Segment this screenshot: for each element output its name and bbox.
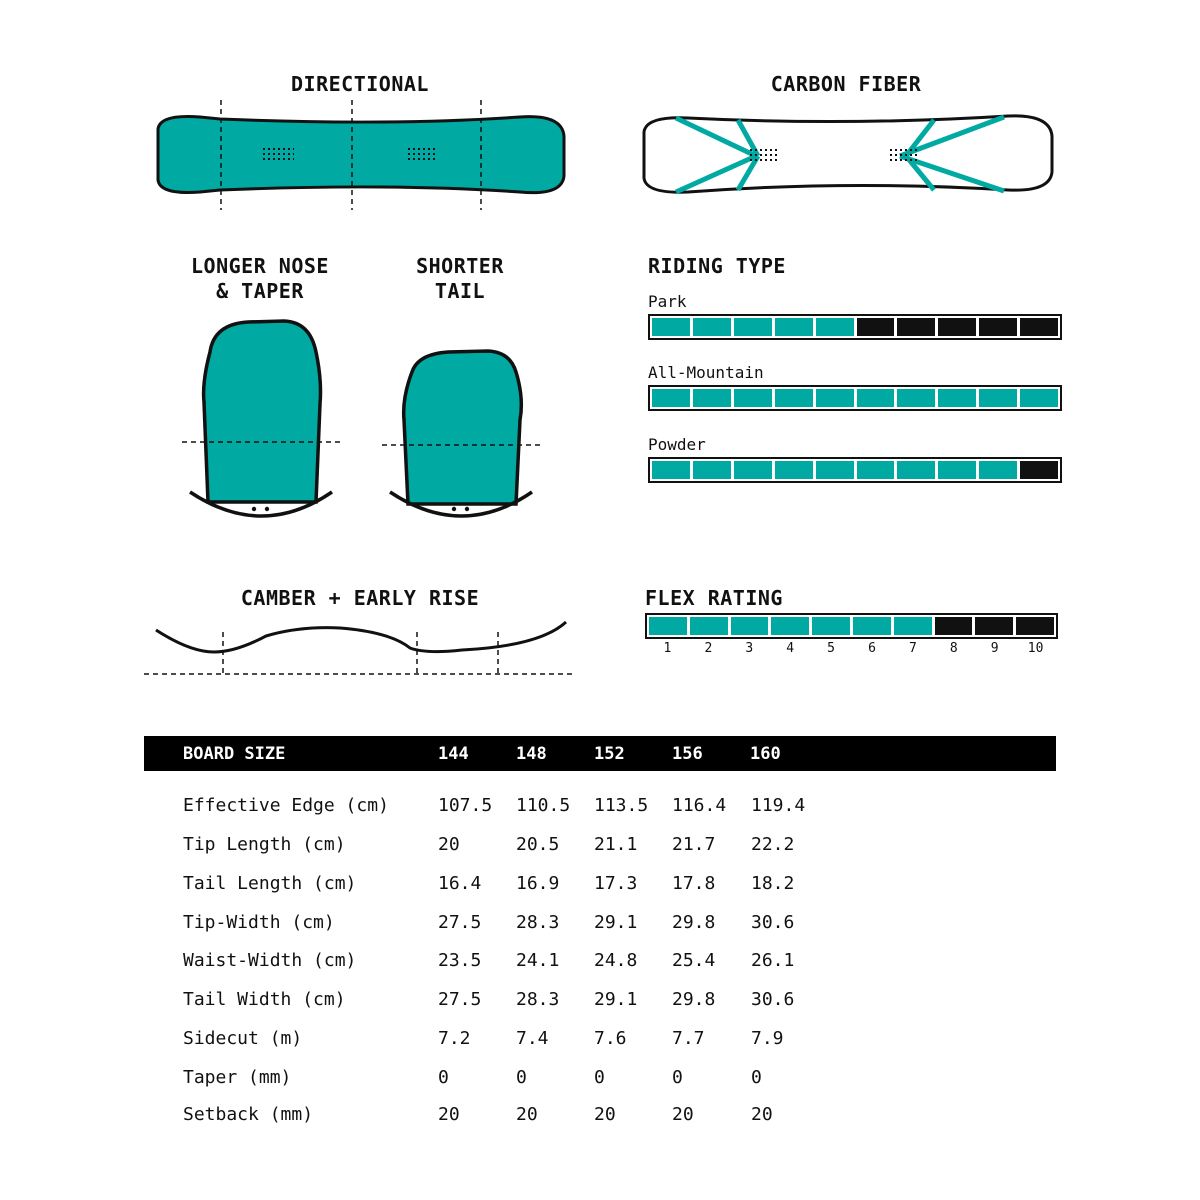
camber-profile-diagram	[140, 616, 580, 686]
spec-cell: 116.4	[672, 795, 727, 816]
camber-title: CAMBER + EARLY RISE	[240, 586, 480, 610]
rating-segment	[652, 389, 690, 407]
powder-rating-bar	[648, 457, 1062, 483]
spec-row-label: Sidecut (m)	[183, 1028, 303, 1049]
rating-segment	[897, 461, 935, 479]
rating-segment	[816, 389, 854, 407]
spec-row	[0, 873, 1200, 897]
spec-cell: 24.8	[594, 950, 638, 971]
rating-segment	[935, 617, 973, 635]
rating-segment	[649, 617, 687, 635]
flex-tick-label: 9	[990, 641, 999, 656]
spec-cell: 20	[594, 1104, 616, 1125]
longer-nose-line2: & TAPER	[216, 279, 304, 303]
spec-cell: 27.5	[438, 912, 482, 933]
nose-shape-diagram	[178, 312, 358, 522]
directional-title: DIRECTIONAL	[291, 72, 429, 96]
flex-tick-label: 10	[1027, 641, 1044, 656]
spec-cell: 28.3	[516, 989, 560, 1010]
spec-row-label: Tail Length (cm)	[183, 873, 357, 894]
spec-cell: 23.5	[438, 950, 482, 971]
spec-cell: 107.5	[438, 795, 493, 816]
flex-tick-label: 1	[663, 641, 672, 656]
riding-type-title: RIDING TYPE	[648, 254, 786, 278]
spec-row-label: Setback (mm)	[183, 1104, 314, 1125]
riding-label-all-mountain: All-Mountain	[648, 363, 764, 382]
spec-row	[0, 834, 1200, 858]
spec-cell: 29.8	[672, 912, 716, 933]
flex-tick-label: 7	[908, 641, 917, 656]
size-160-header: 160	[750, 744, 781, 764]
rating-segment	[816, 318, 854, 336]
size-156-header: 156	[672, 744, 703, 764]
spec-row-label: Tip-Width (cm)	[183, 912, 335, 933]
spec-cell: 20	[672, 1104, 694, 1125]
spec-cell: 26.1	[751, 950, 795, 971]
longer-nose-title	[170, 254, 350, 304]
board-size-header: BOARD SIZE	[183, 744, 286, 764]
rating-segment	[690, 617, 728, 635]
size-144-header: 144	[438, 744, 469, 764]
rating-segment	[979, 461, 1017, 479]
flex-tick-label: 2	[704, 641, 713, 656]
rating-segment	[979, 318, 1017, 336]
shorter-tail-title	[380, 254, 540, 304]
spec-cell: 20.5	[516, 834, 560, 855]
spec-cell: 119.4	[751, 795, 806, 816]
riding-label-powder: Powder	[648, 435, 706, 454]
shorter-tail-line1: SHORTER	[416, 254, 504, 278]
rating-segment	[693, 318, 731, 336]
longer-nose-line1: LONGER NOSE	[191, 254, 329, 278]
spec-cell: 7.7	[672, 1028, 705, 1049]
spec-cell: 17.3	[594, 873, 638, 894]
spec-row-label: Taper (mm)	[183, 1067, 292, 1088]
park-rating-bar	[648, 314, 1062, 340]
directional-board-diagram	[150, 96, 570, 216]
spec-cell: 0	[594, 1067, 605, 1088]
carbon-fiber-title: CARBON FIBER	[770, 72, 922, 96]
rating-segment	[652, 461, 690, 479]
spec-row-label: Tail Width (cm)	[183, 989, 346, 1010]
spec-cell: 20	[751, 1104, 773, 1125]
flex-tick-label: 4	[786, 641, 795, 656]
spec-row	[0, 989, 1200, 1013]
spec-cell: 30.6	[751, 912, 795, 933]
spec-cell: 16.4	[438, 873, 482, 894]
spec-row-label: Waist-Width (cm)	[183, 950, 357, 971]
spec-cell: 21.1	[594, 834, 638, 855]
spec-row	[0, 912, 1200, 936]
flex-rating-ticks	[647, 641, 1056, 656]
flex-tick-label: 3	[745, 641, 754, 656]
spec-row	[0, 1067, 1200, 1091]
spec-cell: 21.7	[672, 834, 716, 855]
rating-segment	[853, 617, 891, 635]
rating-segment	[812, 617, 850, 635]
spec-cell: 0	[516, 1067, 527, 1088]
riding-label-park: Park	[648, 292, 687, 311]
rating-segment	[1020, 461, 1058, 479]
spec-cell: 17.8	[672, 873, 716, 894]
spec-cell: 16.9	[516, 873, 560, 894]
rating-segment	[975, 617, 1013, 635]
spec-cell: 7.6	[594, 1028, 627, 1049]
spec-cell: 0	[672, 1067, 683, 1088]
spec-cell: 20	[438, 1104, 460, 1125]
rating-segment	[1016, 617, 1054, 635]
spec-cell: 30.6	[751, 989, 795, 1010]
spec-cell: 24.1	[516, 950, 560, 971]
spec-row-label: Effective Edge (cm)	[183, 795, 389, 816]
rating-segment	[1020, 318, 1058, 336]
rating-segment	[734, 389, 772, 407]
spec-cell: 0	[751, 1067, 762, 1088]
spec-cell: 7.9	[751, 1028, 784, 1049]
flex-tick-label: 6	[868, 641, 876, 656]
rating-segment	[693, 389, 731, 407]
rating-segment	[938, 461, 976, 479]
flex-rating-bar	[645, 613, 1058, 639]
spec-cell: 28.3	[516, 912, 560, 933]
spec-cell: 113.5	[594, 795, 649, 816]
spec-cell: 18.2	[751, 873, 795, 894]
rating-segment	[734, 318, 772, 336]
rating-segment	[938, 318, 976, 336]
rating-segment	[771, 617, 809, 635]
spec-cell: 29.8	[672, 989, 716, 1010]
spec-cell: 22.2	[751, 834, 795, 855]
rating-segment	[652, 318, 690, 336]
rating-segment	[775, 318, 813, 336]
spec-cell: 7.4	[516, 1028, 549, 1049]
spec-cell: 0	[438, 1067, 449, 1088]
rating-segment	[734, 461, 772, 479]
rating-segment	[857, 318, 895, 336]
spec-cell: 110.5	[516, 795, 571, 816]
size-152-header: 152	[594, 744, 625, 764]
rating-segment	[894, 617, 932, 635]
rating-segment	[775, 461, 813, 479]
rating-segment	[938, 389, 976, 407]
rating-segment	[979, 389, 1017, 407]
rating-segment	[857, 389, 895, 407]
specs-header-row	[144, 736, 1056, 771]
spec-cell: 25.4	[672, 950, 716, 971]
carbon-fiber-board-diagram	[638, 100, 1058, 210]
rating-segment	[775, 389, 813, 407]
spec-cell: 7.2	[438, 1028, 471, 1049]
spec-cell: 20	[516, 1104, 538, 1125]
spec-row	[0, 795, 1200, 819]
spec-row	[0, 950, 1200, 974]
flex-tick-label: 5	[827, 641, 835, 656]
spec-row-label: Tip Length (cm)	[183, 834, 346, 855]
rating-segment	[693, 461, 731, 479]
rating-segment	[816, 461, 854, 479]
size-148-header: 148	[516, 744, 547, 764]
spec-row	[0, 1104, 1200, 1128]
spec-cell: 29.1	[594, 989, 638, 1010]
spec-cell: 27.5	[438, 989, 482, 1010]
spec-row	[0, 1028, 1200, 1052]
rating-segment	[731, 617, 769, 635]
flex-tick-label: 8	[949, 641, 958, 656]
shorter-tail-line2: TAIL	[434, 279, 486, 303]
rating-segment	[897, 318, 935, 336]
rating-segment	[1020, 389, 1058, 407]
rating-segment	[857, 461, 895, 479]
rating-segment	[897, 389, 935, 407]
spec-cell: 20	[438, 834, 460, 855]
spec-cell: 29.1	[594, 912, 638, 933]
flex-rating-title: FLEX RATING	[645, 586, 783, 610]
tail-shape-diagram	[378, 342, 558, 522]
all-mountain-rating-bar	[648, 385, 1062, 411]
